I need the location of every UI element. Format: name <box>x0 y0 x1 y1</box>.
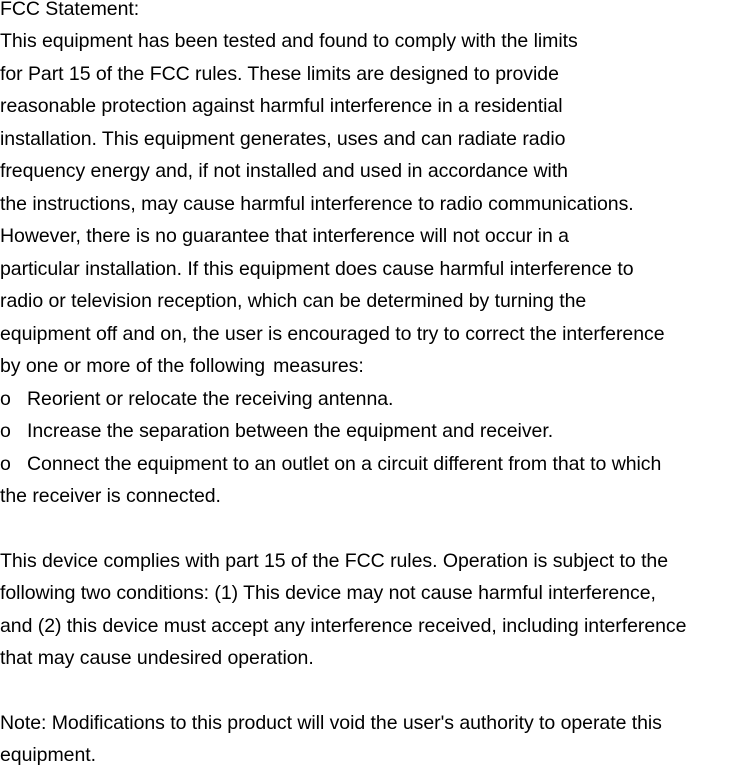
bullet-marker: o <box>0 388 11 410</box>
para2-line-3: and (2) this device must accept any interference received, including interference <box>0 615 687 637</box>
para1-line-9: radio or television reception, which can be determined by turning the <box>0 290 587 312</box>
para1-line-4: installation. This equipment generates, uses and can radiate radio <box>0 128 566 150</box>
para1-last-part-a: by one or more of the following <box>0 355 266 377</box>
para1-line-2: for Part 15 of the FCC rules. These limits are designed to provide <box>0 63 559 85</box>
para1-line-1: This equipment has been tested and found to comply with the limits <box>0 30 578 52</box>
para2-line-2: following two conditions: (1) This device may not cause harmful interference, <box>0 582 656 604</box>
bullet-continuation: the receiver is connected. <box>0 485 221 507</box>
para1-line-7: However, there is no guarantee that interference will not occur in a <box>0 225 569 247</box>
bullet-marker: o <box>0 420 11 442</box>
para1-last-part-b: measures: <box>273 355 364 377</box>
note-line-1: Note: Modifications to this product will void the user's authority to operate this <box>0 712 662 734</box>
para1-line-10: equipment off and on, the user is encouraged to try to correct the interference <box>0 323 665 345</box>
bullet-text: Reorient or relocate the receiving antenna. <box>27 388 394 410</box>
para2-line-4: that may cause undesired operation. <box>0 647 314 669</box>
bullet-text: Increase the separation between the equipment and receiver. <box>27 420 554 442</box>
heading: FCC Statement: <box>0 0 140 20</box>
para1-line-8: particular installation. If this equipment does cause harmful interference to <box>0 258 634 280</box>
bullet-text: Connect the equipment to an outlet on a circuit different from that to which <box>27 453 662 475</box>
para1-line-11 <box>0 355 364 377</box>
para1-line-6: the instructions, may cause harmful interference to radio communications. <box>0 193 634 215</box>
note-line-2: equipment. <box>0 744 96 766</box>
para2-line-1: This device complies with part 15 of the FCC rules. Operation is subject to the <box>0 550 669 572</box>
bullet-marker: o <box>0 453 11 475</box>
para1-line-3: reasonable protection against harmful interference in a residential <box>0 95 563 117</box>
para1-line-5: frequency energy and, if not installed and used in accordance with <box>0 160 568 182</box>
